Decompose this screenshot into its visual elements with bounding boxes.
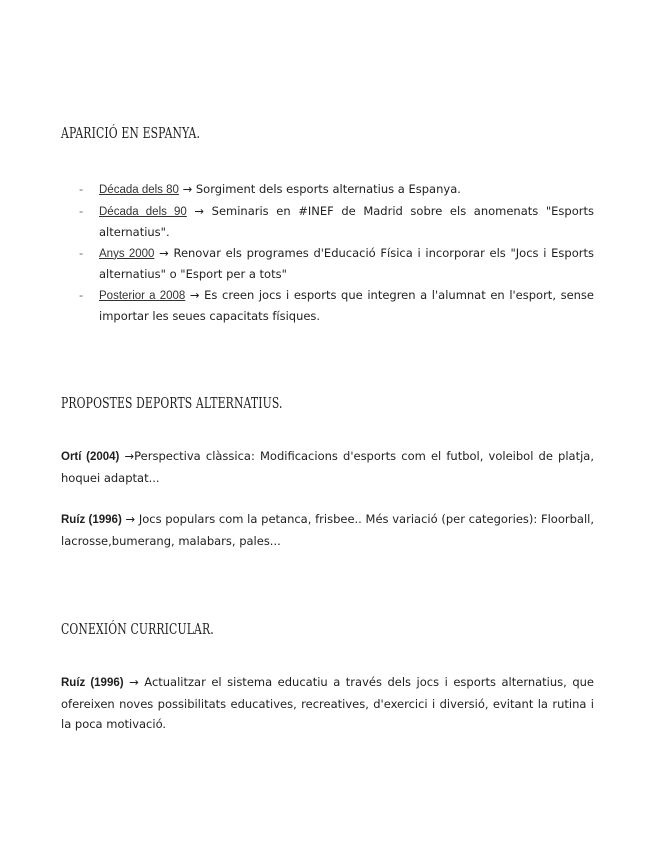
- paragraph-ruiz-jocs: [61, 509, 594, 551]
- period-label: Década dels 80: [99, 184, 179, 196]
- period-label: Década dels 90: [99, 205, 187, 218]
- paragraph-ruiz-curricular: [61, 672, 594, 735]
- list-item: [61, 201, 594, 243]
- author-citation: Ruíz (1996): [61, 514, 122, 526]
- paragraph-text: → Jocs populars com la petanca, frisbee.. Més variació (per categories): Floorball, lacrosse,bumerang, malabars, pales...: [61, 512, 595, 548]
- section-heading-aparicio: APARICIÓ EN ESPANYA.: [61, 124, 201, 142]
- period-label: Posterior a 2008: [99, 289, 186, 302]
- paragraph-orti: [61, 446, 594, 488]
- list-dash-icon: -: [79, 203, 84, 218]
- paragraph-text: → Actualitzar el sistema educatiu a través dels jocs i esports alternatius, que ofereixen noves possibilitats educatives, recreatives, d'exercici i diversió, evitant la rutina i la poca motivació.: [61, 675, 595, 731]
- list-item: [61, 285, 594, 327]
- list-item: [61, 243, 594, 285]
- item-text: → Sorgiment dels esports alternatius a Espanya.: [178, 182, 461, 196]
- author-citation: Ruíz (1996): [61, 677, 124, 689]
- section-heading-propostes: PROPOSTES DEPORTS ALTERNATIUS.: [61, 394, 283, 412]
- list-dash-icon: -: [79, 287, 84, 302]
- list-dash-icon: -: [79, 182, 84, 196]
- timeline-list: [61, 179, 594, 327]
- period-label: Anys 2000: [99, 247, 155, 260]
- list-dash-icon: -: [79, 245, 84, 260]
- section-heading-conexion: CONEXIÓN CURRICULAR.: [61, 620, 214, 638]
- item-text: → Es creen jocs i esports que integren a l'alumnat en l'esport, sense importar les seues capacitats físiques.: [99, 287, 594, 323]
- item-text: → Seminaris en #INEF de Madrid sobre els anomenats "Esports alternatius".: [99, 203, 594, 239]
- paragraph-text: →Perspectiva clàssica: Modificacions d'esports com el futbol, voleibol de platja, hoquei adaptat...: [61, 449, 594, 485]
- list-item: [61, 179, 594, 201]
- author-citation: Ortí (2004): [61, 451, 120, 463]
- item-text: → Renovar els programes d'Educació Física i incorporar els "Jocs i Esports alternatius" o "Esport per a tots": [99, 245, 594, 281]
